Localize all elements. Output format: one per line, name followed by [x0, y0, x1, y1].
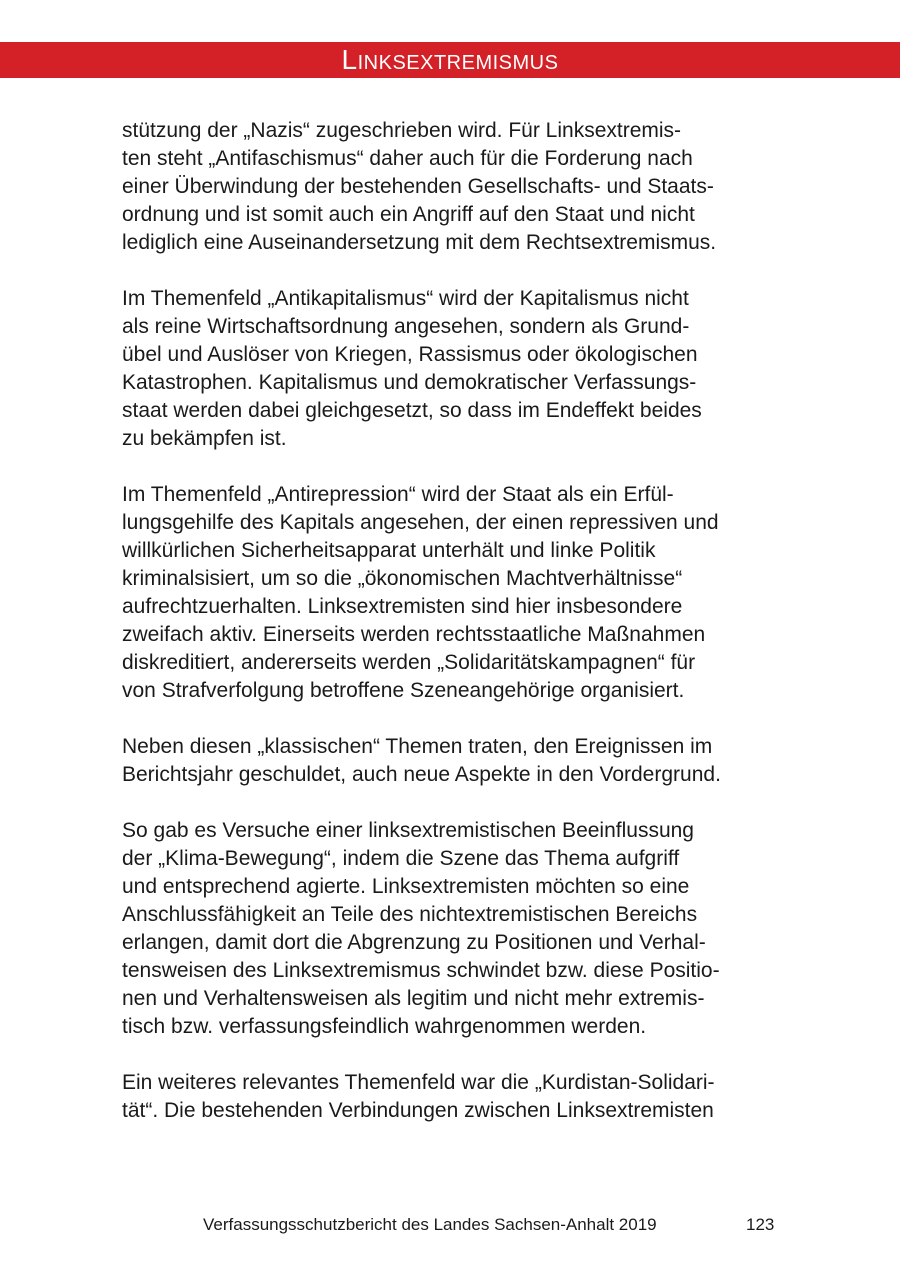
text-line: lediglich eine Auseinandersetzung mit dem Rechtsextremismus.: [122, 231, 717, 254]
text-line: Berichtsjahr geschuldet, auch neue Aspekte in den Vordergrund.: [122, 763, 721, 786]
text-line: übel und Auslöser von Kriegen, Rassismus oder ökologischen: [122, 343, 698, 366]
text-line: zweifach aktiv. Einerseits werden rechtsstaatliche Maßnahmen: [122, 623, 706, 646]
paragraph: [122, 1069, 802, 1125]
text-line: einer Überwindung der bestehenden Gesellschafts- und Staats-: [122, 175, 714, 198]
text-line: aufrechtzuerhalten. Linksextremisten sind hier insbesondere: [122, 595, 683, 618]
text-line: stützung der „Nazis“ zugeschrieben wird. Für Linksextremis-: [122, 119, 682, 142]
text-line: kriminalsisiert, um so die „ökonomischen Machtverhältnisse“: [122, 567, 683, 590]
body-text: [122, 117, 802, 1153]
text-line: lungsgehilfe des Kapitals angesehen, der einen repressiven und: [122, 511, 719, 534]
paragraph: [122, 817, 802, 1041]
paragraph: [122, 733, 802, 789]
paragraph: [122, 117, 802, 257]
text-line: tisch bzw. verfassungsfeindlich wahrgenommen werden.: [122, 1015, 647, 1038]
text-line: Ein weiteres relevantes Themenfeld war die „Kurdistan-Solidari-: [122, 1071, 715, 1094]
text-line: Katastrophen. Kapitalismus und demokratischer Verfassungs-: [122, 371, 697, 394]
text-line: Im Themenfeld „Antikapitalismus“ wird der Kapitalismus nicht: [122, 287, 689, 310]
text-line: nen und Verhaltensweisen als legitim und nicht mehr extremis-: [122, 987, 705, 1010]
text-line: ordnung und ist somit auch ein Angriff auf den Staat und nicht: [122, 203, 695, 226]
text-line: erlangen, damit dort die Abgrenzung zu Positionen und Verhal-: [122, 931, 706, 954]
text-line: ten steht „Antifaschismus“ daher auch für die Forderung nach: [122, 147, 693, 170]
text-line: Anschlussfähigkeit an Teile des nichtextremistischen Bereichs: [122, 903, 698, 926]
page-number: 123: [746, 1215, 775, 1234]
text-line: der „Klima-Bewegung“, indem die Szene das Thema aufgriff: [122, 847, 680, 870]
footer-publication: Verfassungsschutzbericht des Landes Sachsen-Anhalt 2019: [203, 1215, 657, 1234]
section-banner: [0, 42, 900, 78]
text-line: tät“. Die bestehenden Verbindungen zwischen Linksextremisten: [122, 1099, 714, 1122]
paragraph: [122, 285, 802, 453]
text-line: Neben diesen „klassischen“ Themen traten, den Ereignissen im: [122, 735, 713, 758]
section-title: Linksextremismus: [341, 44, 559, 75]
text-line: diskreditiert, andererseits werden „Solidaritätskampagnen“ für: [122, 651, 696, 674]
paragraph: [122, 481, 802, 705]
text-line: von Strafverfolgung betroffene Szeneangehörige organisiert.: [122, 679, 685, 702]
text-line: als reine Wirtschaftsordnung angesehen, sondern als Grund-: [122, 315, 690, 338]
text-line: staat werden dabei gleichgesetzt, so dass im Endeffekt beides: [122, 399, 702, 422]
text-line: So gab es Versuche einer linksextremistischen Beeinflussung: [122, 819, 694, 842]
text-line: willkürlichen Sicherheitsapparat unterhält und linke Politik: [122, 539, 656, 562]
text-line: und entsprechend agierte. Linksextremisten möchten so eine: [122, 875, 690, 898]
text-line: zu bekämpfen ist.: [122, 427, 287, 450]
text-line: Im Themenfeld „Antirepression“ wird der Staat als ein Erfül-: [122, 483, 674, 506]
text-line: tensweisen des Linksextremismus schwindet bzw. diese Positio-: [122, 959, 720, 982]
